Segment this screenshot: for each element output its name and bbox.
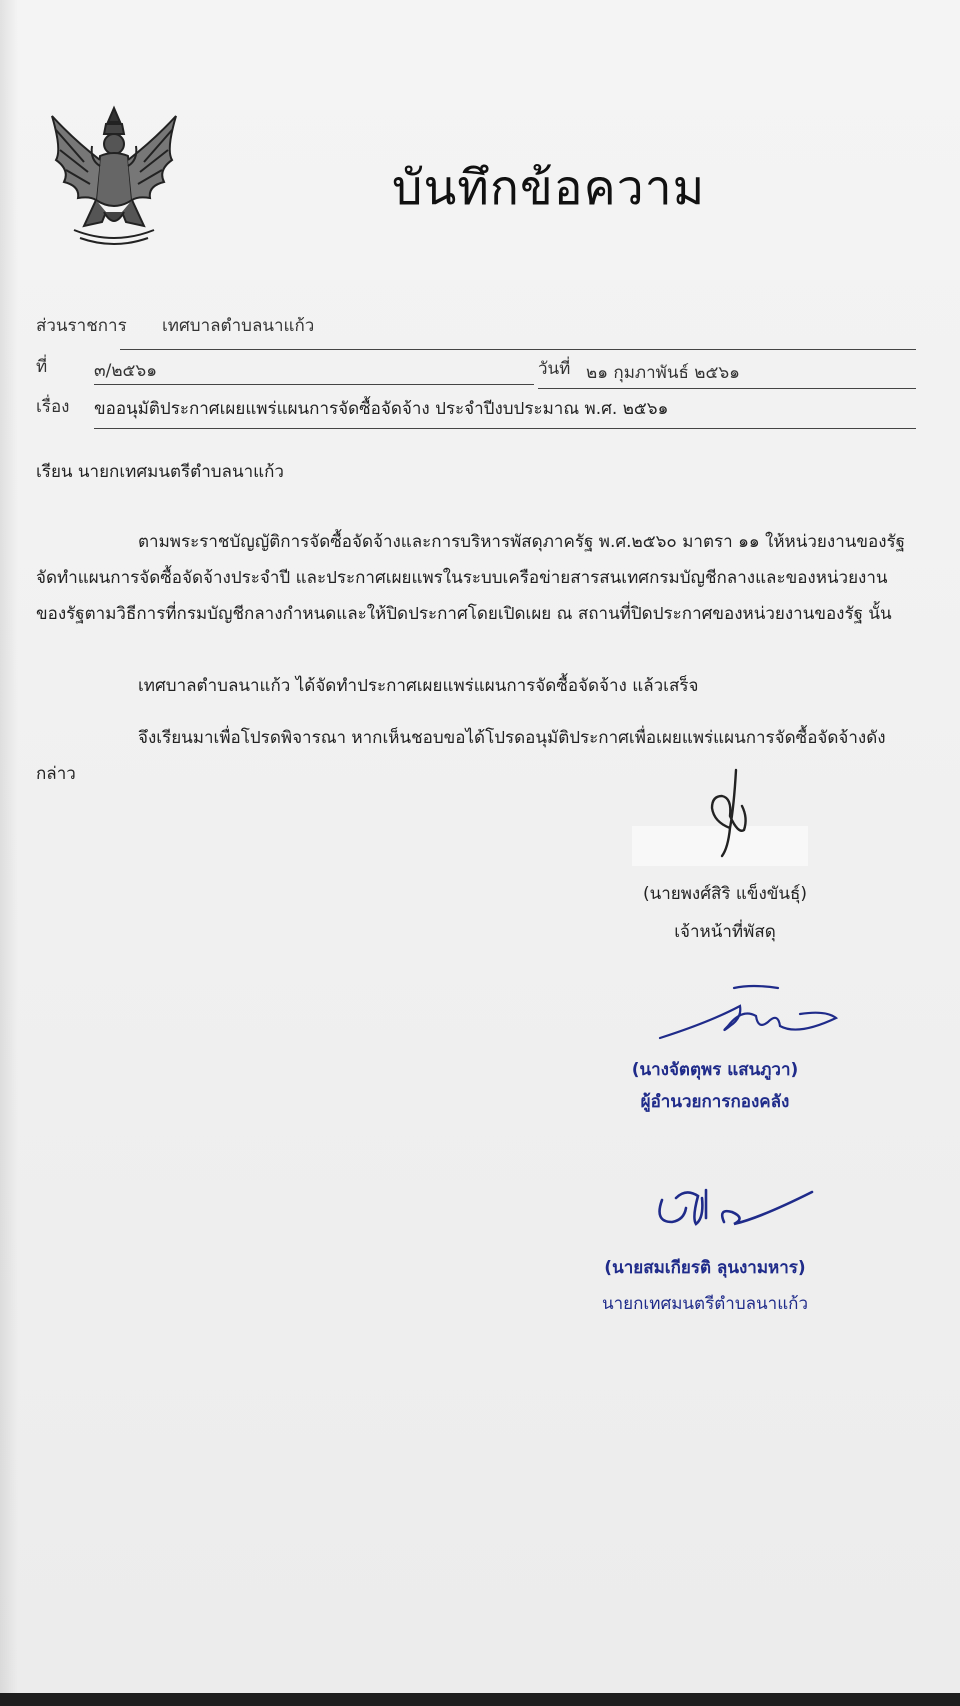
signer-3-name: (นายสมเกียรติ ลุนงามหาร) (604, 1258, 806, 1278)
date-label: วันที่ (538, 359, 571, 379)
salutation: เรียน นายกเทศมนตรีตำบลนาแก้ว (36, 462, 284, 482)
signature-2-icon (650, 982, 840, 1044)
signature-3-icon (650, 1178, 820, 1242)
body-paragraph-2: เทศบาลตำบลนาแก้ว ได้จัดทำประกาศเผยแพร่แผนการจัดซื้อจัดจ้าง แล้วเสร็จ (138, 676, 699, 696)
subject-value: ขออนุมัติประกาศเผยแพร่แผนการจัดซื้อจัดจ้าง ประจำปีงบประมาณ พ.ศ. ๒๕๖๑ (94, 399, 669, 419)
signer-1-name: (นายพงศ์สิริ แข็งขันธุ์) (642, 884, 808, 904)
body-paragraph-1: ตามพระราชบัญญัติการจัดซื้อจัดจ้างและการบริหารพัสดุภาครัฐ พ.ศ.๒๕๖๐ มาตรา ๑๑ ให้หน่วยงานของรัฐจัดทำแผนการจัดซื้อจัดจ้างประจำปี และประกาศเผยแพรในระบบเครือข่ายสารสนเทศกรมบัญชีกลางและของหน่วยงานของรัฐตามวิธีการที่กรมบัญชีกลางกำหนดและให้ปิดประกาศโดยเปิดเผย ณ สถานที่ปิดประกาศของหน่วยงานของรัฐ นั้น (36, 532, 906, 624)
date-rule (538, 388, 916, 389)
signer-3-position: นายกเทศมนตรีตำบลนาแก้ว (602, 1294, 808, 1314)
document-no-label: ที่ (36, 357, 48, 377)
department-rule (120, 349, 916, 350)
body-paragraph-3: จึงเรียนมาเพื่อโปรดพิจารณา หากเห็นชอบขอได้โปรดอนุมัติประกาศเพื่อเผยแพร่แผนการจัดซื้อจัดจ้างดังกล่าว (36, 728, 886, 784)
memo-title: บันทึกข้อความ (392, 160, 706, 216)
signer-2-name: (นางจัตตุพร แสนภูวา) (631, 1060, 799, 1080)
subject-label: เรื่อง (36, 397, 70, 417)
background-strip (0, 1693, 960, 1706)
document-no-value: ๓/๒๕๖๑ (94, 361, 158, 381)
signature-1-icon (700, 766, 760, 860)
department-value: เทศบาลตำบลนาแก้ว (162, 316, 315, 336)
signer-1-position: เจ้าหน้าที่พัสดุ (674, 922, 776, 942)
garuda-emblem-icon (44, 100, 184, 250)
date-value: ๒๑ กุมภาพันธ์ ๒๕๖๑ (586, 363, 740, 383)
page-edge-shadow (0, 0, 18, 1693)
department-label: ส่วนราชการ (36, 316, 127, 336)
signer-2-position: ผู้อำนวยการกองคลัง (640, 1092, 790, 1112)
subject-rule (94, 428, 916, 429)
document-no-rule (94, 384, 534, 385)
